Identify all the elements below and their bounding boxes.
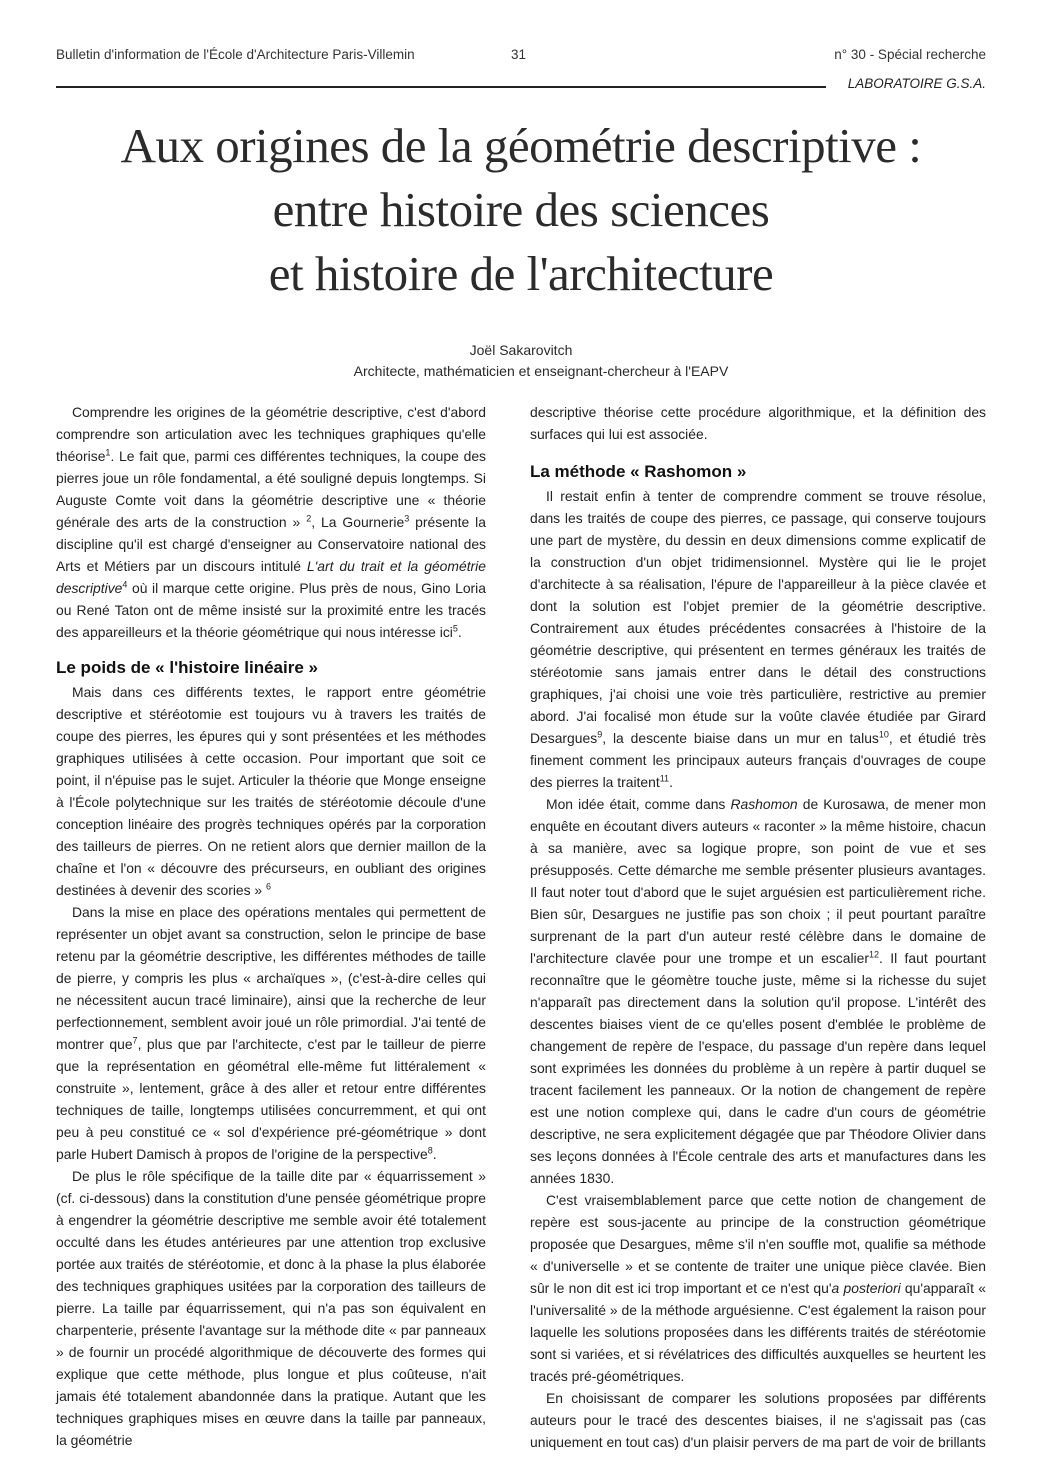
issue-label: n° 30 - Spécial recherche	[834, 47, 986, 62]
footnote-ref: 3	[404, 513, 410, 524]
left-column	[56, 401, 486, 1451]
footnote-ref: 8	[427, 1145, 433, 1156]
italic-title: Rashomon	[730, 796, 798, 812]
lab-label: LABORATOIRE G.S.A.	[847, 76, 986, 91]
title-line-2: entre histoire des sciences	[272, 182, 770, 237]
footnote-ref: 6	[266, 881, 272, 892]
right-column	[530, 401, 986, 1453]
paragraph: Mon idée était, comme dans Rashomon de Kurosawa, de mener mon enquête en écoutant divers auteurs « raconter » la même histoire, chacun à sa manière, avec sa logique propre, son point de vue et ses présupposés. Cette démarche me semble présenter plusieurs avantages. Il faut noter tout d'abord que le sujet arguésien est particulièrement riche. Bien sûr, Desargues ne justifie pas son choix ; il peut pourtant paraître surprenant de la part d'un auteur resté célèbre dans le domaine de l'architecture clavée pour une trompe et un escalier$^{12}$. Il faut pourtant reconnaître que le géomètre touche juste, même si la richesse du sujet n'apparaît pas directement dans la solution qu'il propose. L'intérêt des descentes biaises vient de ce qu'elles posent d'emblée le problème de changement de repère de l'espace, du passage d'un repère dans lequel sont exprimées les données du problème à un repère à partir duquel se tracent facilement les panneaux. Or la notion de changement de repère est une notion complexe qui, dans le cadre d'un cours de géométrie descriptive, ne sera explicitement dégagée que par Théodore Olivier dans ses leçons données à l'École centrale des arts et manufactures dans les années 1830.	[530, 796, 986, 1186]
header-rule	[56, 86, 826, 88]
paragraph: Dans la mise en place des opérations mentales qui permettent de représenter un objet avant sa construction, selon le principe de base retenu par la géométrie descriptive, les différentes méthodes de taille de pierre, y compris les plus « archaïques », (c'est-à-dire celles qui ne nécessitent aucun tracé liminaire), ainsi que la recherche de leur perfectionnement, semblent avoir joué un rôle primordial. J'ai tenté de montrer que$^7$, plus que par l'architecte, c'est par le tailleur de pierre que la représentation en géométral elle-même fut littéralement « construite », lentement, grâce à des aller et retour entre différentes techniques de taille, longtemps utilisées concurremment, et qui ont peu à peu constitué ce « sol d'expérience pré-géométrique » dont parle Hubert Damisch à propos de l'origine de la perspective$^8$.	[56, 904, 486, 1162]
byline	[40, 340, 1002, 382]
footnote-ref: 9	[597, 729, 603, 740]
footnote-ref: 12	[869, 949, 880, 960]
paragraph: En choisissant de comparer les solutions proposées par différents auteurs pour le tracé des descentes biaises, il ne s'agissait pas (cas uniquement en tout cas) d'un plaisir pervers de ma part de voir de brillants	[530, 1390, 986, 1450]
running-head	[56, 47, 986, 67]
footnote-ref: 10	[878, 729, 889, 740]
page-number: 31	[511, 47, 527, 62]
author-affiliation: Architecte, mathématicien et enseignant-chercheur à l'EAPV	[353, 363, 729, 379]
author-name: Joël Sakarovitch	[469, 342, 573, 358]
section-heading: Le poids de « l'histoire linéaire »	[56, 658, 318, 677]
paragraph: De plus le rôle spécifique de la taille dite par « équarrissement » (cf. ci-dessous) dans la constitution d'une pensée géométrique propre à engendrer la géométrie descriptive me semble avoir été totalement occulté dans les études antérieures par une attention trop exclusive portée aux traités de stéréotomie, et donc à la phase la plus élaborée des techniques graphiques usitées par la corporation des tailleurs de pierre. La taille par équarrissement, qui n'a pas son équivalent en charpenterie, présente l'avantage sur la méthode dite « par panneaux » de fournir un procédé algorithmique de découverte des formes qui explique que cette méthode, plus longue et plus coûteuse, n'ait jamais été totalement abandonnée dans la pratique. Autant que les techniques graphiques mises en œuvre dans la taille par panneaux, la géométrie	[56, 1168, 486, 1448]
paragraph: descriptive théorise cette procédure algorithmique, et la définition des surfaces qui lui est associée.	[530, 404, 986, 442]
paragraph: Mais dans ces différents textes, le rapport entre géométrie descriptive et stéréotomie est toujours vu à travers les traités de coupe des pierres, les épures qui y sont présentées et les méthodes graphiques utilisées à cette occasion. Pour important que soit ce point, il n'épuise pas le sujet. Articuler la théorie que Monge enseigne à l'École polytechnique sur les traités de stéréotomie découle d'une conception linéaire des progrès techniques opérés par la corporation des tailleurs de pierres. On ne retient alors que dernier maillon de la chaîne et l'on « découvre des précurseurs, en oubliant des origines destinées à devenir des scories » $^6$	[56, 684, 486, 898]
bulletin-title: Bulletin d'information de l'École d'Architecture Paris-Villemin	[56, 47, 415, 62]
footnote-ref: 7	[132, 1035, 138, 1046]
paragraph: Il restait enfin à tenter de comprendre comment se trouve résolue, dans les traités de coupe des pierres, ce passage, qui conserve toujours une part de mystère, du dessin en deux dimensions comme explicatif de la construction d'un objet tridimensionnel. Mystère qui lie le projet d'architecte à sa réalisation, l'épure de l'appareilleur à la pièce clavée et dont la solution est l'objet premier de la géométrie descriptive. Contrairement aux études précédentes consacrées à l'histoire de la géométrie descriptive, qui présentent en termes généraux les traités de stéréotomie sans jamais entrer dans le détail des constructions graphiques, j'ai choisi une voie très particulière, restrictive au premier abord. J'ai focalisé mon étude sur la voûte clavée étudiée par Girard Desargues$^9$, la descente biaise dans un mur en talus$^{10}$, et étudié très finement comment les principaux auteurs français d'ouvrages de coupe des pierres la traitent$^{11}$.	[530, 488, 986, 790]
italic-phrase: a posteriori	[831, 1280, 901, 1296]
footnote-ref: 11	[659, 773, 670, 784]
italic-title: L'art du trait et la géométrie descriptive	[56, 558, 486, 596]
footnote-ref: 4	[122, 579, 128, 590]
title-line-3: et histoire de l'architecture	[268, 246, 774, 301]
footnote-ref: 5	[452, 623, 458, 634]
footnote-ref: 2	[306, 513, 312, 524]
article-title	[40, 114, 1002, 306]
paragraph: Comprendre les origines de la géométrie descriptive, c'est d'abord comprendre son articulation avec les techniques graphiques qu'elle théorise$^1$. Le fait que, parmi ces différentes techniques, la coupe des pierres joue un rôle fondamental, a été souligné depuis longtemps. Si Auguste Comte voit dans la géométrie descriptive une « théorie générale des arts de la construction » $^2$, La Gournerie$^3$ présente la discipline qu'il est chargé d'enseigner au Conservatoire national des Arts et Métiers par un discours intitulé L'art du trait et la géométrie descriptive$^4$ où il marque cette origine. Plus près de nous, Gino Loria ou René Taton ont de même insisté sur la proximité entre les tracés des appareilleurs et la théorie géométrique qui nous intéresse ici$^5$.	[56, 404, 486, 640]
section-heading: La méthode « Rashomon »	[530, 462, 747, 481]
title-line-1: Aux origines de la géométrie descriptive :	[120, 118, 922, 173]
paragraph: C'est vraisemblablement parce que cette notion de changement de repère est sous-jacente au principe de la construction géométrique proposée que Desargues, même s'il n'en souffle mot, qualifie sa méthode « d'universelle » et se contente de traiter une unique pièce clavée. Bien sûr le non dit est ici trop important et ce n'est qu'a posteriori qu'apparaît « l'universalité » de la méthode arguésienne. C'est également la raison pour laquelle les solutions proposées dans les différents traités de stéréotomie sont si variées, et si révélatrices des difficultés auxquelles se heurtent les tracés pré-géométriques.	[530, 1192, 986, 1384]
footnote-ref: 1	[105, 447, 111, 458]
